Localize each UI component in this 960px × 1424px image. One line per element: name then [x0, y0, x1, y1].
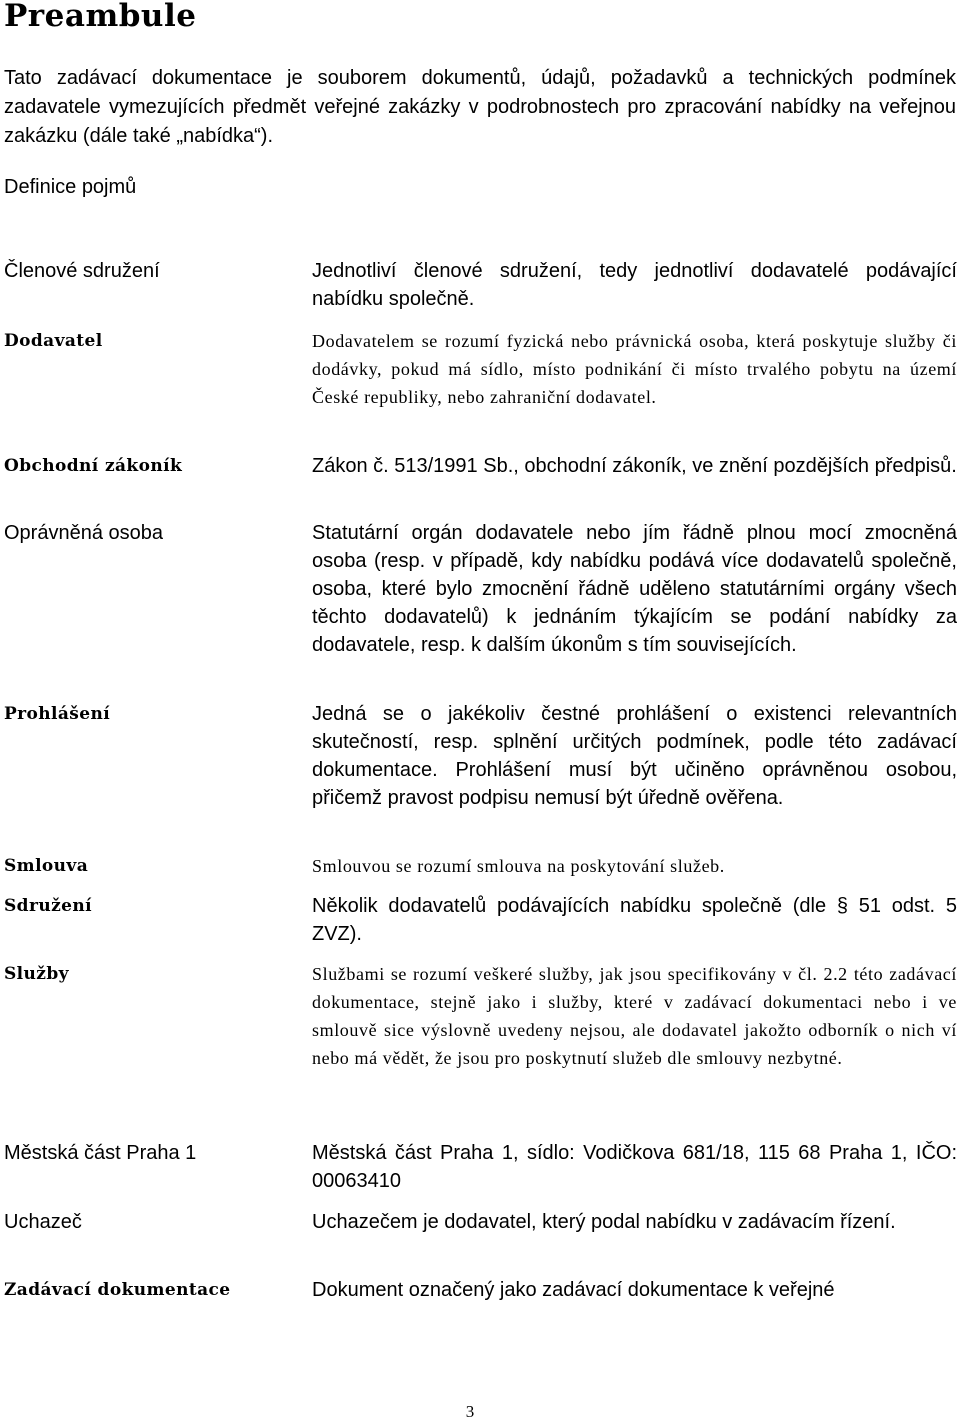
- page-number: 3: [465, 1402, 475, 1421]
- term-clenove-sdruzeni: Členové sdružení: [4, 260, 160, 282]
- term-uchazec: Uchazeč: [4, 1211, 82, 1233]
- term-sluzby: Služby: [4, 964, 69, 984]
- term-dodavatel: Dodavatel: [4, 331, 103, 351]
- definition-mestska-cast: Městská část Praha 1, sídlo: Vodičkova 681/18, 115 68 Praha 1, IČO: 00063410: [312, 1142, 957, 1192]
- definition-opravnena-osoba: Statutární orgán dodavatele nebo jím řádně plnou mocí zmocněná osoba (resp. v případě, kdy nabídku podává více dodavatelů společně, osoba, které bylo zmocnění řádně uděleno statutárními orgány všech těchto dodavatelů) k jednáním týkajícím se podání nabídky za dodavatele, resp. k dalším úkonům s tím souvisejících.: [312, 522, 957, 656]
- definition-dodavatel: Dodavatelem se rozumí fyzická nebo právnická osoba, která poskytuje služby či dodávky, pokud má sídlo, místo podnikání či místo trvalého pobytu na území České republiky, nebo zahraniční dodavatel.: [312, 331, 957, 407]
- term-opravnena-osoba: Oprávněná osoba: [4, 522, 164, 544]
- term-zadavaci-dokumentace: Zadávací dokumentace: [4, 1280, 231, 1300]
- term-mestska-cast: Městská část Praha 1: [4, 1142, 197, 1164]
- term-prohlaseni: Prohlášení: [4, 704, 111, 724]
- definition-uchazec: Uchazečem je dodavatel, který podal nabídku v zadávacím řízení.: [312, 1211, 896, 1233]
- term-obchodni-zakonik: Obchodní zákoník: [4, 456, 183, 476]
- definition-zadavaci-dokumentace: Dokument označený jako zadávací dokumentace k veřejné: [312, 1279, 835, 1301]
- intro-paragraph: Tato zadávací dokumentace je souborem dokumentů, údajů, požadavků a technických podmínek zadavatele vymezujících předmět veřejné zakázky v podrobnostech pro zpracování nabídky na veřejnou zakázku (dále také „nabídka“).: [4, 67, 956, 147]
- definition-prohlaseni: Jedná se o jakékoliv čestné prohlášení o existenci relevantních skutečností, resp. splnění určitých podmínek, podle této zadávací dokumentace. Prohlášení musí být učiněno oprávněnou osobou, přičemž pravost podpisu nemusí být úředně ověřena.: [312, 703, 957, 809]
- definition-clenove-sdruzeni: Jednotliví členové sdružení, tedy jednotliví dodavatelé podávající nabídku společně.: [312, 260, 957, 310]
- definition-smlouva: Smlouvou se rozumí smlouva na poskytování služeb.: [312, 856, 725, 876]
- definition-obchodni-zakonik: Zákon č. 513/1991 Sb., obchodní zákoník, ve znění pozdějších předpisů.: [312, 455, 957, 477]
- definition-sdruzeni: Několik dodavatelů podávajících nabídku společně (dle § 51 odst. 5 ZVZ).: [312, 895, 957, 945]
- definition-sluzby: Službami se rozumí veškeré služby, jak jsou specifikovány v čl. 2.2 této zadávací dokumentace, stejně jako i služby, které v zadávací dokumentaci nebo i ve smlouvě sice výslovně uvedeny nejsou, ale dodavatel jakožto odborník o nich ví nebo má vědět, že jsou pro poskytnutí služeb dle smlouvy nezbytné.: [312, 964, 957, 1068]
- definitions-heading: Definice pojmů: [4, 176, 137, 198]
- term-sdruzeni: Sdružení: [4, 896, 92, 916]
- page-title: Preambule: [4, 0, 197, 34]
- term-smlouva: Smlouva: [4, 856, 89, 876]
